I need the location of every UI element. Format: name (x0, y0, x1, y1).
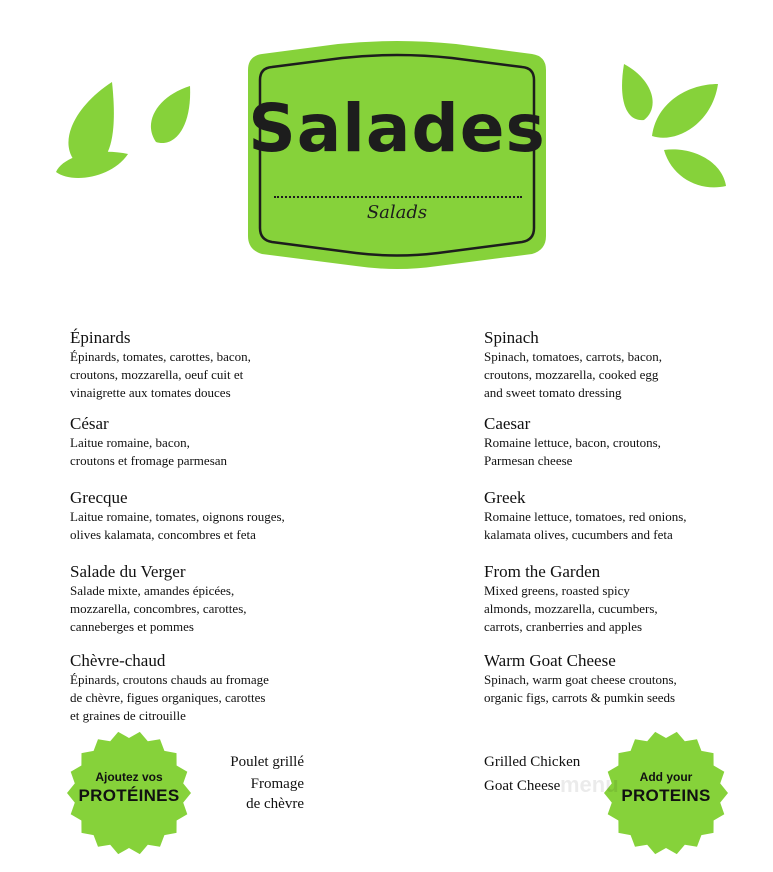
protein-list-fr (200, 751, 304, 815)
protein-seal-en (603, 730, 729, 856)
item-name: César (70, 414, 109, 433)
seal-line-big: PROTÉINES (78, 786, 180, 805)
item-description: Laitue romaine, bacon, croutons et fromage parmesan (70, 435, 228, 468)
menu-item-fr (70, 651, 350, 725)
item-name: Caesar (484, 414, 531, 433)
menu-item-fr (70, 328, 350, 402)
watermark: menu (560, 772, 619, 797)
menu-item-en (484, 562, 764, 636)
item-description: Laitue romaine, tomates, oignons rouges, olives kalamata, concombres et feta (70, 509, 285, 542)
page-subtitle: Salads (366, 202, 428, 223)
protein-item: Grilled Chicken (484, 754, 581, 770)
item-description: Romaine lettuce, tomatoes, red onions, kalamata olives, cucumbers and feta (484, 509, 687, 542)
item-description: Salade mixte, amandes épicées, mozzarella, concombres, carottes, canneberges et pommes (70, 583, 247, 634)
menu-item-en (484, 488, 764, 544)
item-description: Romaine lettuce, bacon, croutons, Parmesan cheese (484, 435, 661, 468)
leaf-right-bottom-icon (660, 142, 730, 192)
item-name: Warm Goat Cheese (484, 651, 616, 670)
item-description: Spinach, warm goat cheese croutons, organic figs, carrots & pumkin seeds (484, 672, 677, 705)
leaf-left-bottom-icon (52, 148, 132, 184)
item-name: Spinach (484, 328, 539, 347)
protein-item: Poulet grillé (230, 754, 304, 770)
menu-item-en (484, 328, 764, 402)
leaf-right-large-icon (646, 78, 722, 146)
leaf-left-large-icon (140, 82, 196, 150)
protein-seal-fr (66, 730, 192, 856)
item-name: From the Garden (484, 562, 601, 581)
menu-item-fr (70, 562, 350, 636)
item-description: Mixed greens, roasted spicy almonds, mozzarella, cucumbers, carrots, cranberries and apples (484, 583, 658, 634)
protein-item: Fromage (250, 776, 304, 792)
protein-item: de chèvre (246, 796, 304, 812)
menu-item-fr (70, 488, 350, 544)
item-name: Greek (484, 488, 526, 507)
item-description: Épinards, croutons chauds au fromage de chèvre, figues organiques, carottes et graines de citrouille (70, 672, 269, 723)
item-name: Épinards (70, 328, 131, 347)
title-divider (274, 196, 522, 198)
seal-line-big: PROTEINS (621, 786, 711, 805)
seal-line-small: Ajoutez vos (95, 770, 163, 784)
item-description: Spinach, tomatoes, carrots, bacon, croutons, mozzarella, cooked egg and sweet tomato dressing (484, 349, 662, 400)
menu-item-en (484, 414, 764, 470)
page-title: Salades (248, 90, 546, 167)
seal-line-small: Add your (639, 770, 693, 784)
item-name: Grecque (70, 488, 128, 507)
menu-item-fr (70, 414, 350, 470)
item-description: Épinards, tomates, carottes, bacon, croutons, mozzarella, oeuf cuit et vinaigrette aux tomates douces (70, 349, 251, 400)
menu-item-en (484, 651, 764, 707)
item-name: Salade du Verger (70, 562, 186, 581)
item-name: Chèvre-chaud (70, 651, 166, 670)
protein-item: Goat Cheese (484, 778, 561, 794)
